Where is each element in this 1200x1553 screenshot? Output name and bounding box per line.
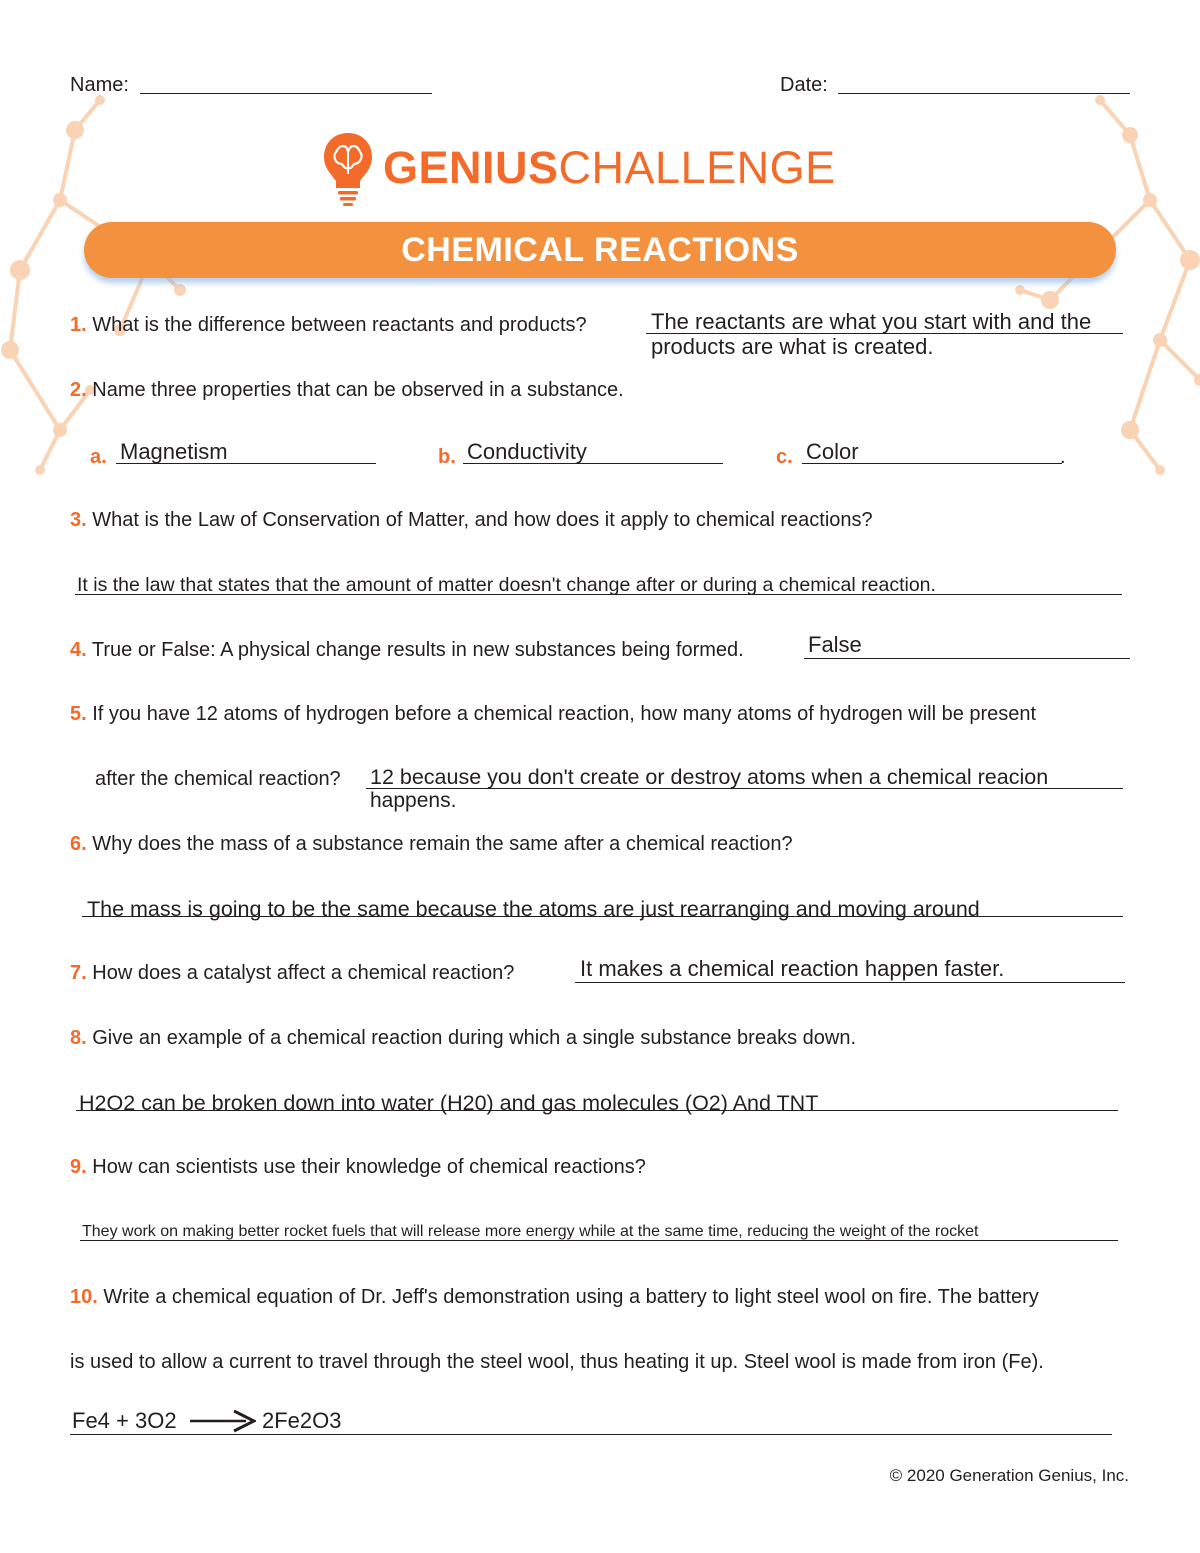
- answer-2a-rule: [116, 463, 376, 464]
- question-number: 1.: [70, 314, 87, 336]
- answer-2c-rule: [802, 463, 1062, 464]
- brand-logo-text: [383, 142, 836, 194]
- question-1: [70, 314, 587, 337]
- question-5-continued: after the chemical reaction?: [95, 768, 341, 790]
- question-text: Why does the mass of a substance remain the same after a chemical reaction?: [92, 833, 793, 855]
- question-7: [70, 962, 514, 985]
- answer-7[interactable]: It makes a chemical reaction happen faster.: [580, 956, 1005, 981]
- answer-9[interactable]: They work on making better rocket fuels that will release more energy while at the same time, reducing the weight of the rocket: [82, 1223, 979, 1240]
- question-2: [70, 379, 624, 402]
- answer-8[interactable]: H2O2 can be broken down into water (H20) and gas molecules (O2) And TNT: [79, 1091, 819, 1115]
- answer-1-line-2[interactable]: products are what is created.: [651, 334, 934, 359]
- question-number: 10.: [70, 1286, 98, 1308]
- question-text: Write a chemical equation of Dr. Jeff's demonstration using a battery to light steel wool on fire. The battery: [103, 1286, 1039, 1308]
- question-number: 2.: [70, 379, 87, 401]
- answer-10-rule: [70, 1434, 1112, 1435]
- answer-3-rule: [75, 594, 1122, 595]
- question-text: True or False: A physical change results in new substances being formed.: [91, 639, 744, 661]
- answer-4-rule: [804, 658, 1130, 659]
- reaction-arrow-icon: [188, 1409, 256, 1433]
- answer-8-rule: [76, 1110, 1118, 1111]
- question-number: 8.: [70, 1027, 87, 1049]
- question-4: [70, 639, 744, 662]
- lightbulb-brain-icon: [320, 130, 376, 208]
- question-3: [70, 509, 873, 532]
- answer-7-rule: [575, 982, 1125, 983]
- answer-3[interactable]: It is the law that states that the amount of matter doesn't change after or during a chemical reaction.: [77, 574, 936, 596]
- copyright-footer: © 2020 Generation Genius, Inc.: [889, 1466, 1129, 1485]
- question-number: 5.: [70, 703, 87, 725]
- answer-9-rule: [80, 1240, 1118, 1241]
- answer-10-products[interactable]: 2Fe2O3: [262, 1408, 342, 1433]
- brand-light: CHALLENGE: [558, 142, 836, 193]
- q2-period: .: [1060, 446, 1066, 468]
- answer-5-line-1[interactable]: 12 because you don't create or destroy atoms when a chemical reacion: [370, 765, 1049, 789]
- question-text: How can scientists use their knowledge of chemical reactions?: [92, 1156, 646, 1178]
- answer-2a[interactable]: Magnetism: [120, 439, 228, 464]
- answer-2c[interactable]: Color: [806, 439, 859, 464]
- molecule-decoration-left: [0, 90, 190, 480]
- question-10: [70, 1286, 1039, 1309]
- question-number: 7.: [70, 962, 87, 984]
- answer-5-rule: [366, 788, 1123, 789]
- question-6: [70, 833, 793, 856]
- question-number: 9.: [70, 1156, 87, 1178]
- question-text: What is the difference between reactants and products?: [92, 314, 587, 336]
- title-banner: [84, 222, 1116, 278]
- answer-2b-rule: [463, 463, 723, 464]
- answer-1-line-1[interactable]: The reactants are what you start with and the: [651, 309, 1092, 334]
- option-b-label: b.: [438, 446, 456, 468]
- name-field-line[interactable]: [140, 93, 432, 94]
- question-5: [70, 703, 1036, 726]
- question-number: 3.: [70, 509, 87, 531]
- date-field-line[interactable]: [838, 93, 1130, 94]
- option-a-label: a.: [90, 446, 107, 468]
- brand-bold: GENIUS: [383, 142, 559, 193]
- answer-6-rule: [82, 916, 1123, 917]
- question-number: 6.: [70, 833, 87, 855]
- question-number: 4.: [70, 639, 87, 661]
- answer-10-reactants[interactable]: Fe4 + 3O2: [72, 1408, 177, 1433]
- date-label: Date:: [780, 74, 828, 96]
- question-9: [70, 1156, 646, 1179]
- question-text: If you have 12 atoms of hydrogen before a chemical reaction, how many atoms of hydrogen will be present: [92, 703, 1037, 725]
- answer-5-line-2[interactable]: happens.: [370, 789, 457, 812]
- name-label: Name:: [70, 74, 129, 96]
- question-text: Name three properties that can be observed in a substance.: [92, 379, 624, 401]
- answer-4[interactable]: False: [808, 632, 862, 657]
- question-text: Give an example of a chemical reaction during which a single substance breaks down.: [92, 1027, 856, 1049]
- answer-6[interactable]: The mass is going to be the same because the atoms are just rearranging and moving around: [87, 897, 980, 921]
- question-8: [70, 1027, 856, 1050]
- molecule-decoration-right: [1010, 90, 1200, 480]
- page-title: CHEMICAL REACTIONS: [401, 231, 799, 269]
- option-c-label: c.: [776, 446, 793, 468]
- question-text: What is the Law of Conservation of Matter, and how does it apply to chemical reactions?: [92, 509, 873, 531]
- answer-2b[interactable]: Conductivity: [467, 439, 587, 464]
- question-10-continued: is used to allow a current to travel through the steel wool, thus heating it up. Steel wool is made from iron (Fe).: [70, 1351, 1044, 1373]
- question-text: How does a catalyst affect a chemical reaction?: [92, 962, 515, 984]
